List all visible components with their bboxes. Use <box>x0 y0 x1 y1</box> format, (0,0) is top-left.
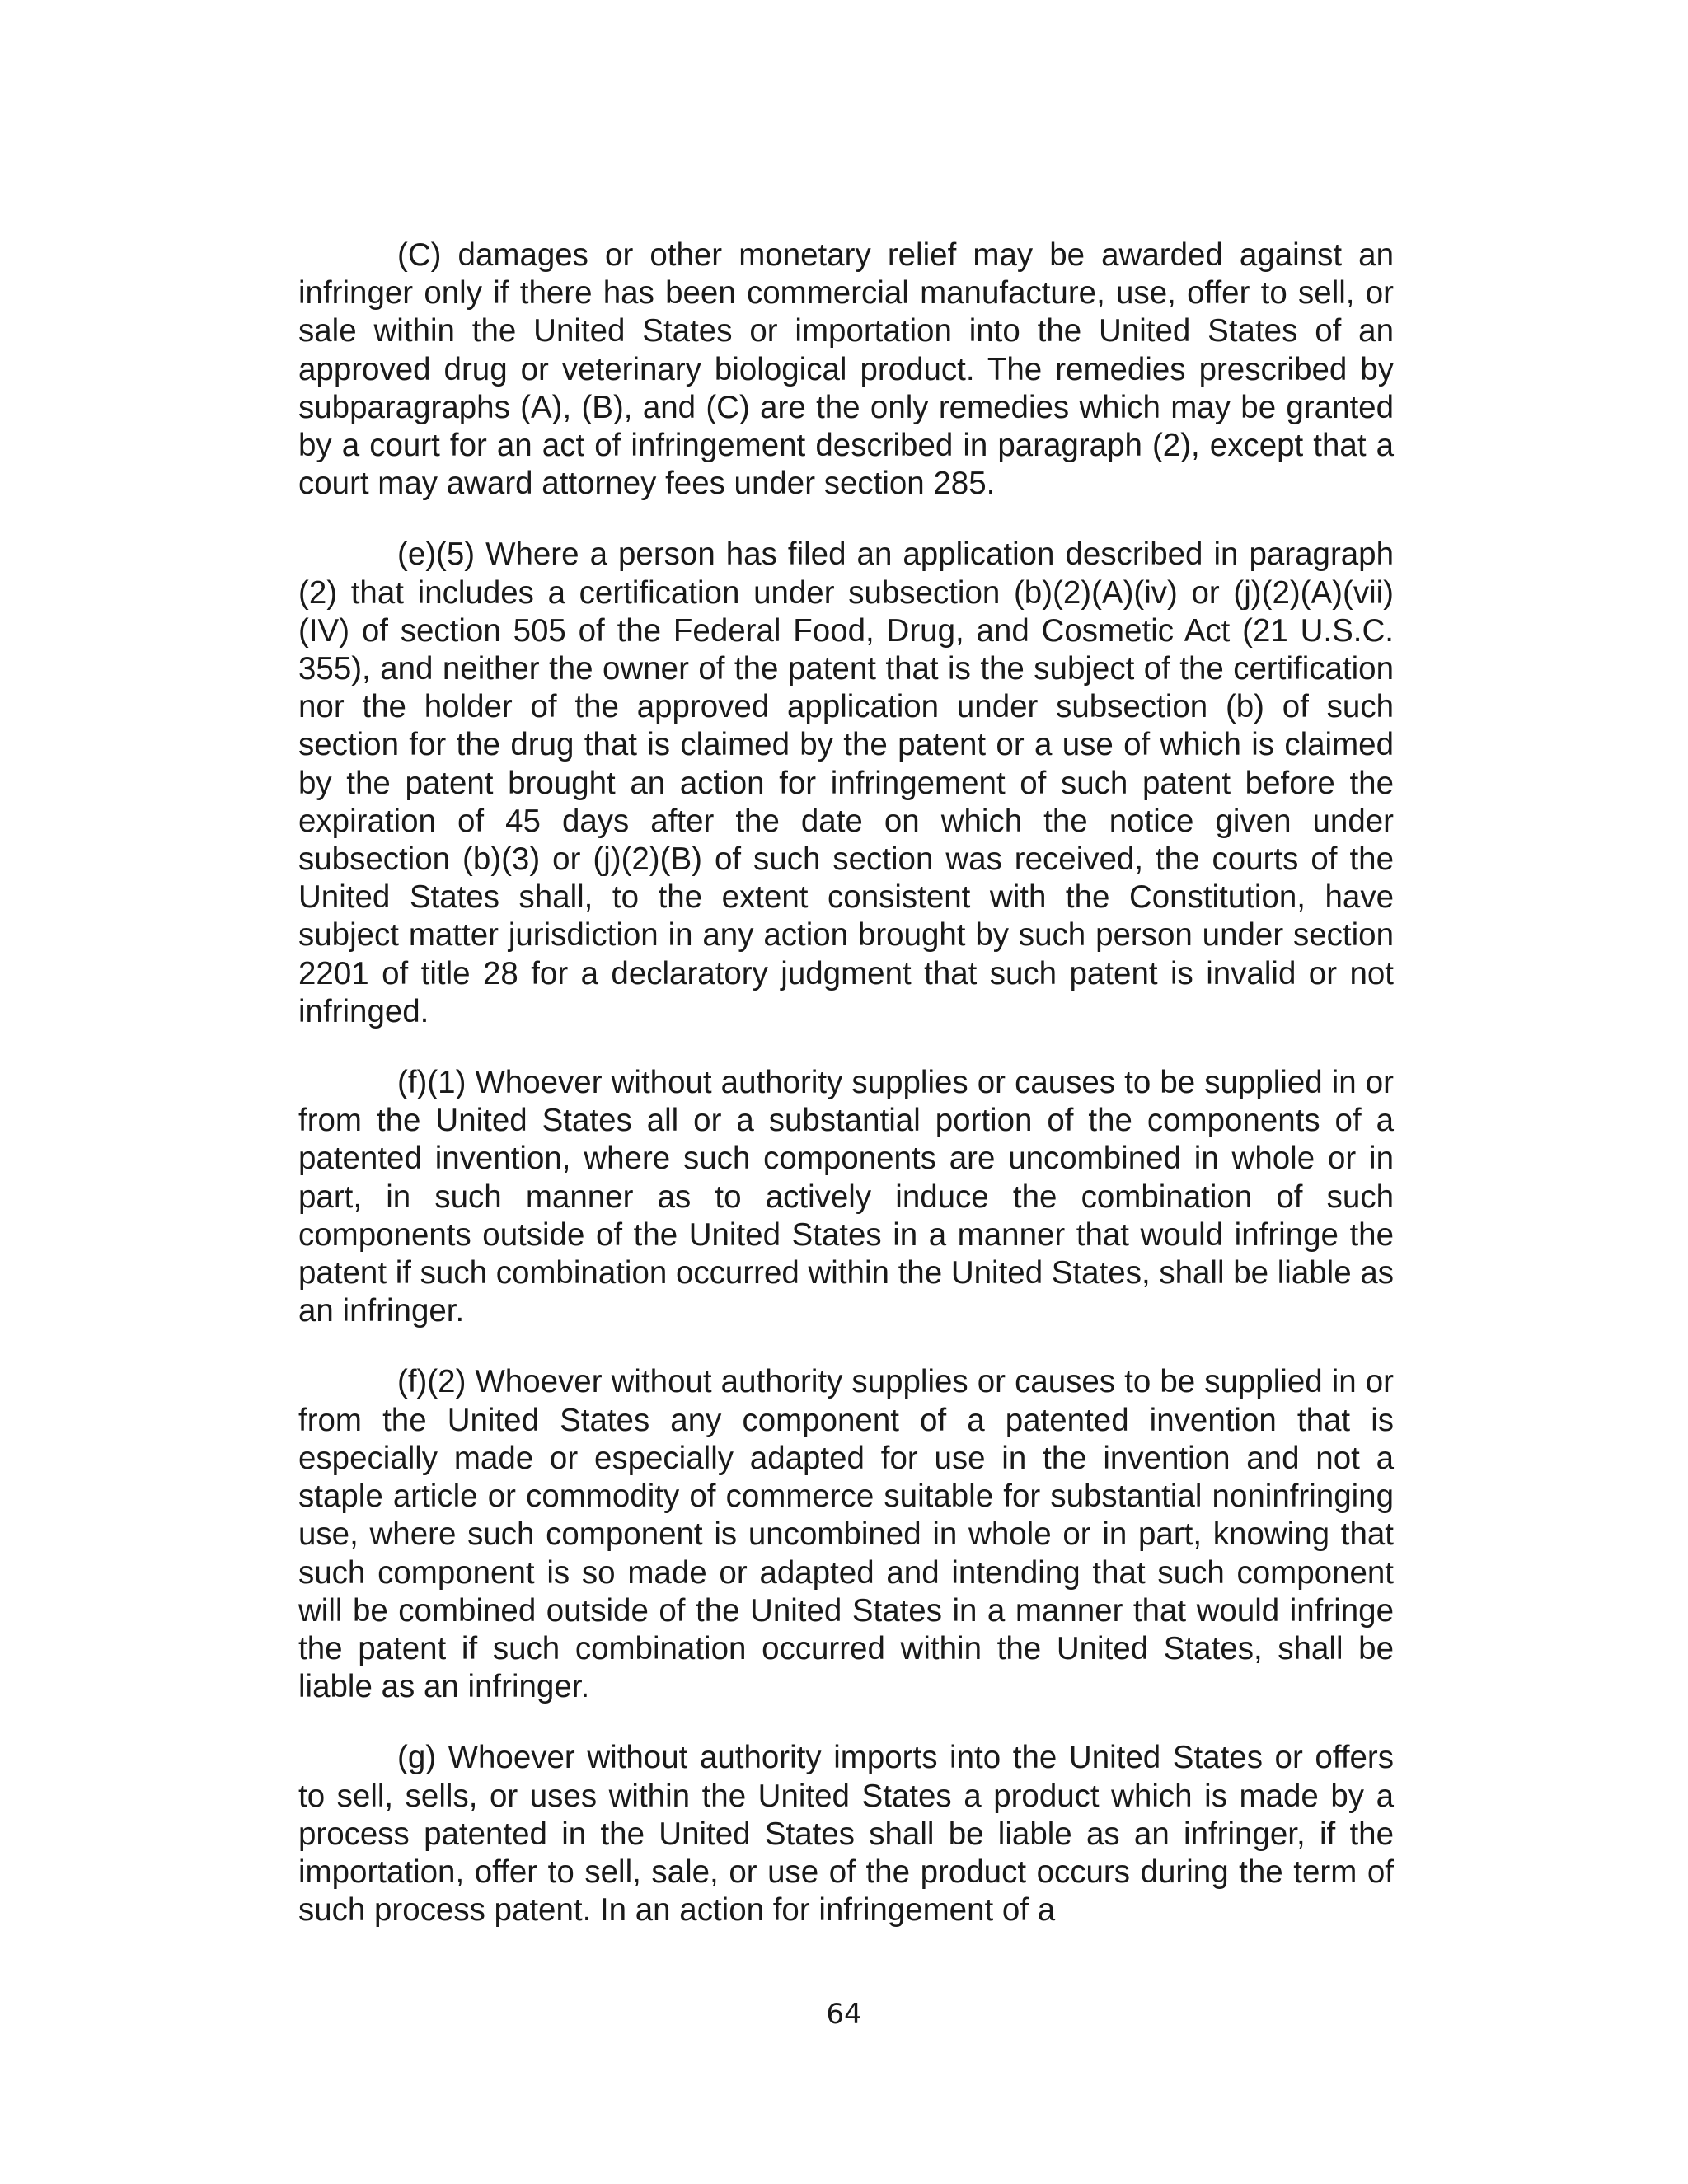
page-number: 64 <box>826 1998 862 2031</box>
paragraph-c-damages: (C) damages or other monetary relief may be awarded against an infringer only if there has been commercial manufacture, use, offer to sell, or sale within the United States or importation into the United States of an approved drug or veterinary biological product. The remedies prescribed by subparagraphs (A), (B), and (C) are the only remedies which may be granted by a court for an act of infringement described in paragraph (2), except that a court may award attorney fees under section 285. <box>298 237 1394 502</box>
paragraph-g-process-patent: (g) Whoever without authority imports into the United States or offers to sell, sells, or uses within the United States a product which is made by a process patented in the United States shall be liable as an infringer, if the importation, offer to sell, sale, or use of the product occurs during the term of such process patent. In an action for infringement of a <box>298 1740 1394 1929</box>
paragraph-f2-component-supplied: (f)(2) Whoever without authority supplies or causes to be supplied in or from the United States any component of a patented invention that is especially made or especially adapted for use in the invention and not a staple article or commodity of commerce suitable for substantial noninfringing use, where such component is uncombined in whole or in part, knowing that such component is so made or adapted and intending that such component will be combined outside of the United States in a manner that would infringe the patent if such combination occurred within the United States, shall be liable as an infringer. <box>298 1364 1394 1705</box>
paragraph-e5-declaratory-judgment: (e)(5) Where a person has filed an application described in paragraph (2) that includes a certification under subsection (b)(2)(A)(iv) or (j)(2)(A)(vii)(IV) of section 505 of the Federal Food, Drug, and Cosmetic Act (21 U.S.C. 355), and neither the owner of the patent that is the subject of the certification nor the holder of the approved application under subsection (b) of such section for the drug that is claimed by the patent or a use of which is claimed by the patent brought an action for infringement of such patent before the expiration of 45 days after the date on which the notice given under subsection (b)(3) or (j)(2)(B) of such section was received, the courts of the United States shall, to the extent consistent with the Constitution, have subject matter jurisdiction in any action brought by such person under section 2201 of title 28 for a declaratory judgment that such patent is invalid or not infringed. <box>298 537 1394 1029</box>
paragraph-f1-components-supplied: (f)(1) Whoever without authority supplies or causes to be supplied in or from the United States all or a substantial portion of the components of a patented invention, where such components are uncombined in whole or in part, in such manner as to actively induce the combination of such components outside of the United States in a manner that would infringe the patent if such combination occurred within the United States, shall be liable as an infringer. <box>298 1065 1395 1329</box>
document-body <box>298 237 1394 1962</box>
